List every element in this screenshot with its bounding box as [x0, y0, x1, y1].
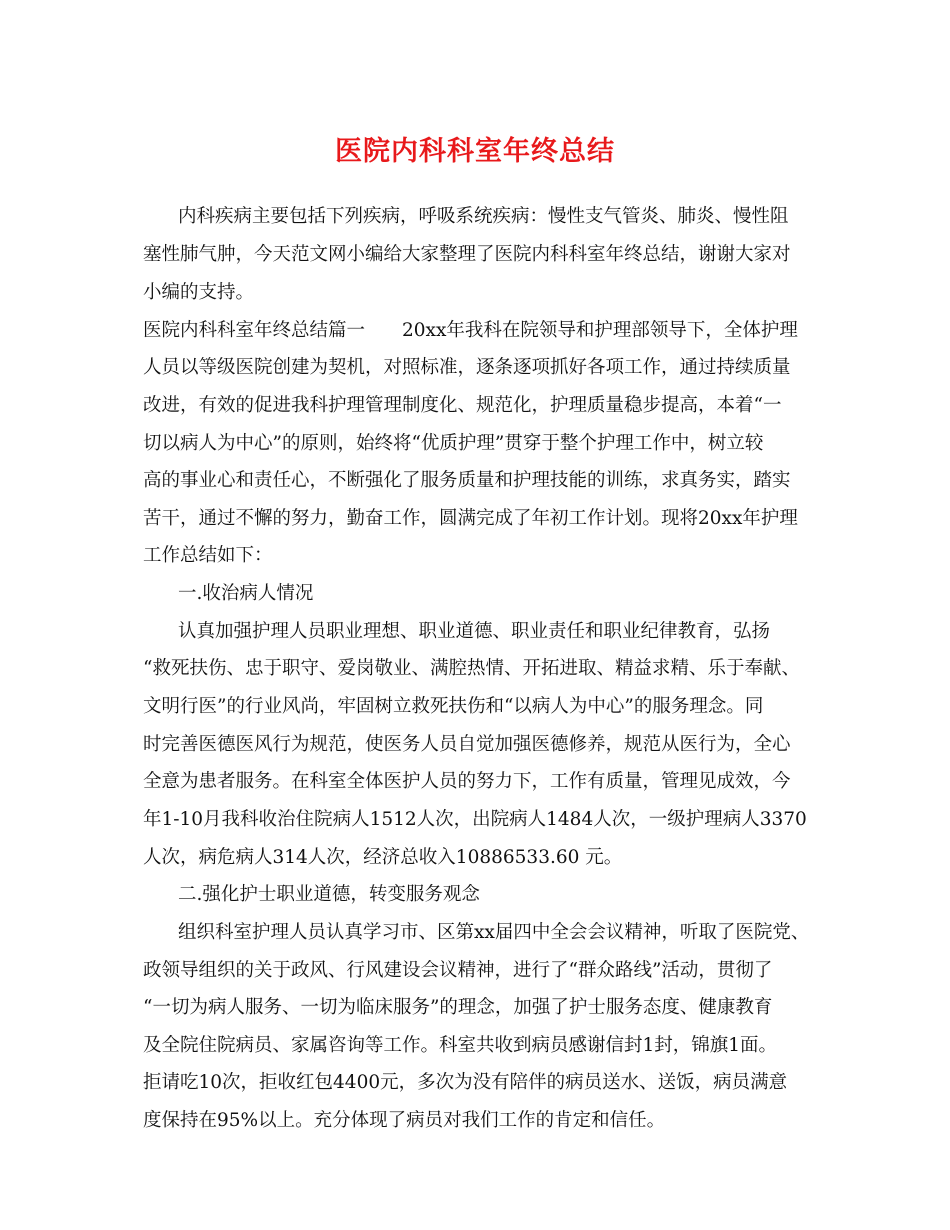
body-line: 文明行医”的行业风尚，牢固树立救死扶伤和“以病人为中心”的服务理念。同: [143, 696, 764, 717]
body-line: 塞性肺气肿，今天范文网小编给大家整理了医院内科科室年终总结，谢谢大家对: [143, 244, 791, 265]
body-line: 工作总结如下：: [143, 545, 273, 566]
body-line: 医院内科科室年终总结篇一 20xx年我科在院领导和护理部领导下，全体护理: [143, 320, 798, 341]
body-line: 苦干，通过不懈的努力，勤奋工作，圆满完成了年初工作计划。现将20xx年护理: [143, 508, 798, 529]
body-line: 全意为患者服务。在科室全体医护人员的努力下，工作有质量，管理见成效，今: [143, 771, 791, 792]
body-line: 度保持在95%以上。充分体现了病员对我们工作的肯定和信任。: [143, 1110, 666, 1131]
document-title: 医院内科科室年终总结: [335, 136, 615, 167]
body-line: 及全院住院病员、家属咨询等工作。科室共收到病员感谢信封1封，锦旗1面。: [143, 1035, 778, 1056]
section-heading: 一.收治病人情况: [178, 583, 314, 604]
body-line: 组织科室护理人员认真学习市、区第xx届四中全会会议精神，听取了医院党、: [178, 922, 810, 943]
body-line: 年1-10月我科收治住院病人1512人次，出院病人1484人次，一级护理病人3370: [143, 809, 807, 830]
body-line: 拒请吃10次，拒收红包4400元，多次为没有陪伴的病员送水、送饭，病员满意: [143, 1072, 788, 1093]
body-line: 人次，病危病人314人次，经济总收入10886533.60 元。: [143, 847, 623, 868]
body-line: “一切为病人服务、一切为临床服务”的理念，加强了护士服务态度、健康教育: [143, 997, 773, 1018]
body-line: 改进，有效的促进我科护理管理制度化、规范化，护理质量稳步提高，本着“一: [143, 395, 782, 416]
body-line: 人员以等级医院创建为契机，对照标准，逐条逐项抓好各项工作，通过持续质量: [143, 357, 791, 378]
body-line: 时完善医德医风行为规范，使医务人员自觉加强医德修养，规范从医行为，全心: [143, 734, 791, 755]
body-line: 内科疾病主要包括下列疾病，呼吸系统疾病：慢性支气管炎、肺炎、慢性阻: [178, 206, 789, 227]
body-line: 政领导组织的关于政风、行风建设会议精神，进行了“群众路线”活动，贯彻了: [143, 960, 773, 981]
section-heading: 二.强化护士职业道德，转变服务观念: [178, 884, 480, 905]
body-line: 小编的支持。: [143, 282, 255, 303]
body-line: 切以病人为中心”的原则，始终将“优质护理”贯穿于整个护理工作中，树立较: [143, 433, 764, 454]
body-line: 高的事业心和责任心，不断强化了服务质量和护理技能的训练，求真务实，踏实: [143, 470, 791, 491]
body-line: “救死扶伤、忠于职守、爱岗敬业、满腔热情、开拓进取、精益求精、乐于奉献、: [143, 658, 800, 679]
body-line: 认真加强护理人员职业理想、职业道德、职业责任和职业纪律教育，弘扬: [178, 621, 771, 642]
